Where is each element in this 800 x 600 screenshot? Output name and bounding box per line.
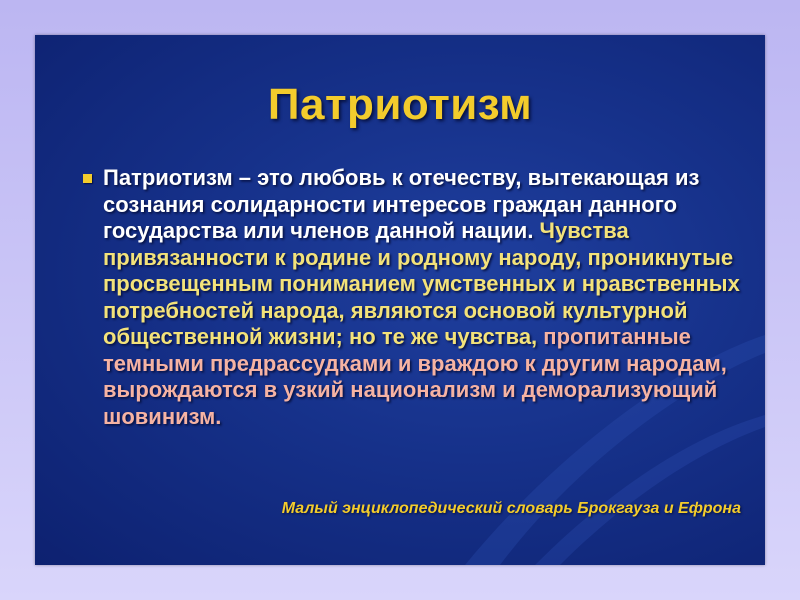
source-citation: Малый энциклопедический словарь Брокгауза и Ефрона <box>281 500 741 517</box>
definition-paragraph <box>103 165 753 430</box>
slide <box>35 35 765 565</box>
slide-title: Патриотизм <box>267 80 533 129</box>
definition-text-white: Патриотизм – это любовь к отечеству, вытекающая из сознания солидарности интересов граждан данного государства или членов данной нации. <box>103 165 700 243</box>
definition-text-yellow: Чувства привязанности к родине и родному народу, проникнутые просвещенным пониманием умственных и нравственных потребностей народа, являются основой культурной общественной жизни; но те же чувства, <box>103 218 740 349</box>
definition-text-pink: пропитанные темными предрассудками и враждою к другим народам, вырождаются в узкий национализм и деморализующий шовинизм. <box>103 324 727 429</box>
bullet-icon <box>83 174 92 183</box>
